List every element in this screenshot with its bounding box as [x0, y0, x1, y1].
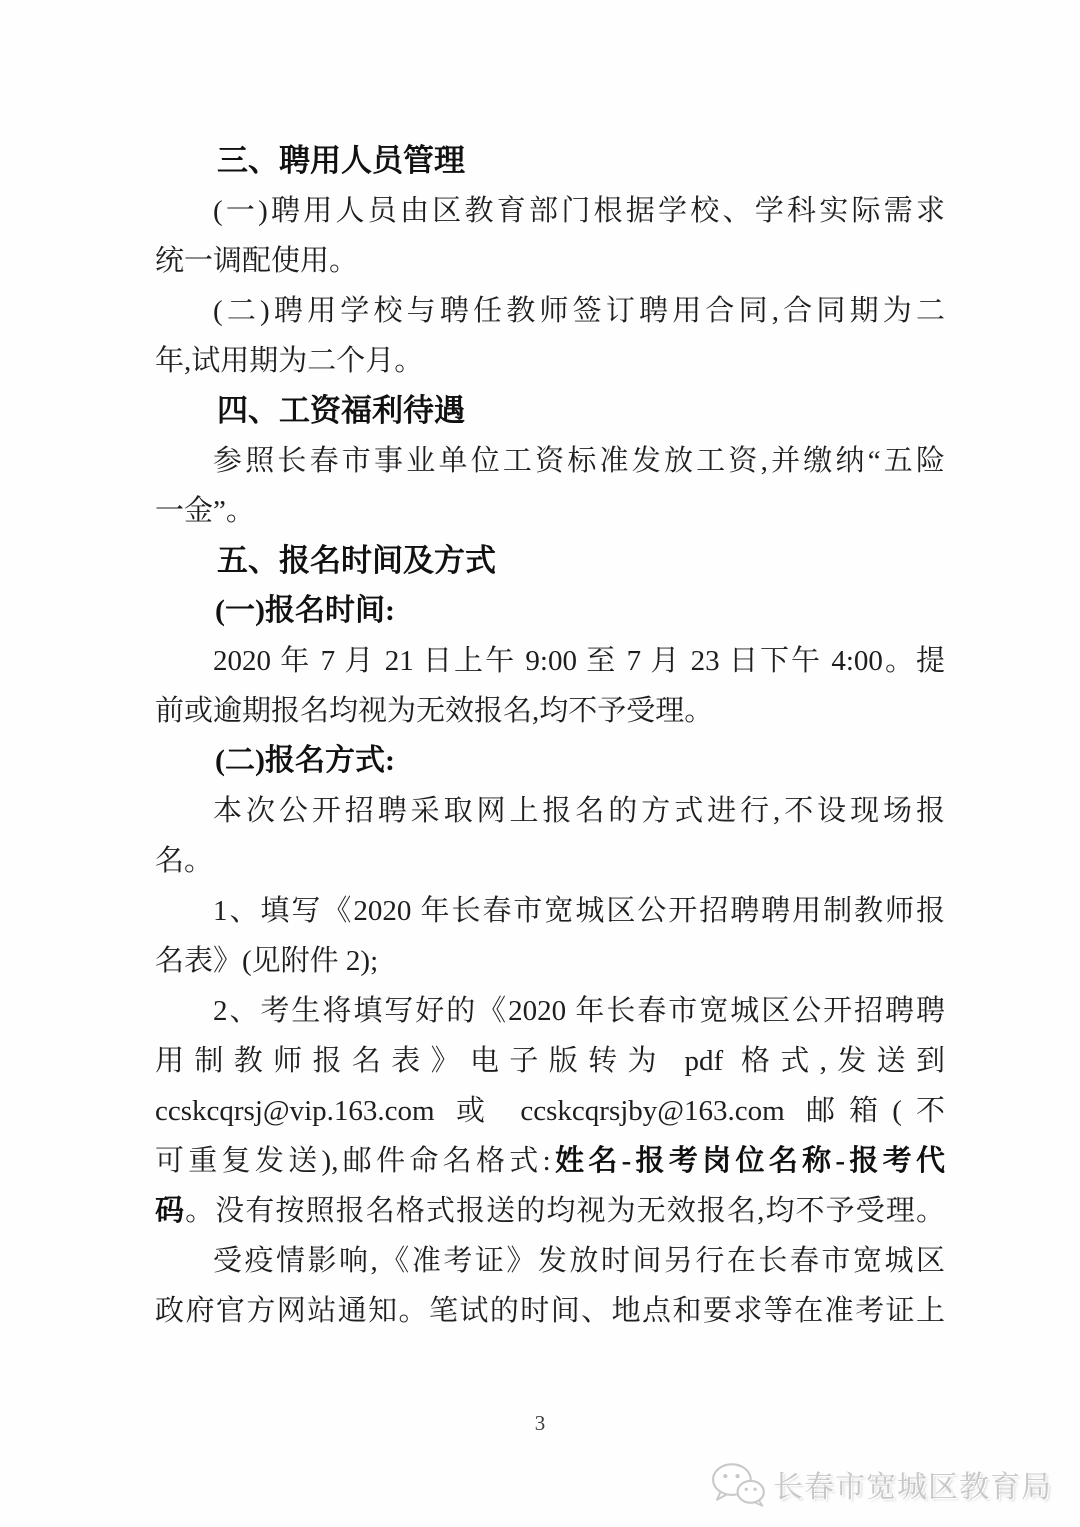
- text-run: 2020 年 7 月 21 日上午 9:00 至 7 月 23 日下午 4:00。提: [213, 645, 945, 677]
- text-line: [155, 1086, 945, 1136]
- text-line: [155, 136, 945, 186]
- page-number: 3: [534, 1411, 546, 1435]
- para-step-1: [155, 886, 945, 986]
- text-run: 可重复发送),邮件命名格式:: [155, 1145, 551, 1177]
- text-line: [155, 986, 945, 1036]
- text-line: [155, 586, 945, 636]
- text-line: [155, 336, 945, 386]
- heading-signup-time: [155, 586, 945, 636]
- text-run: (一)聘用人员由区教育部门根据学校、学科实际需求: [213, 195, 945, 227]
- text-line: [155, 886, 945, 936]
- text-run: 用制教师报名表》电子版转为 pdf 格式,发送到: [155, 1045, 945, 1077]
- text-line: [155, 736, 945, 786]
- text-run: 政府官方网站通知。笔试的时间、地点和要求等在准考证上: [155, 1295, 945, 1327]
- text-line: [155, 1036, 945, 1086]
- text-run: 名。: [155, 845, 214, 877]
- text-line: [155, 686, 945, 736]
- para-salary: [155, 436, 945, 536]
- text-line: [155, 1186, 945, 1236]
- text-run: 三、聘用人员管理: [217, 143, 465, 178]
- text-line: [155, 536, 945, 586]
- para-step-2: [155, 986, 945, 1236]
- text-run: 名表》(见附件 2);: [155, 945, 379, 977]
- text-line: [155, 836, 945, 886]
- text-line: [155, 236, 945, 286]
- text-line: [155, 436, 945, 486]
- text-line: [155, 286, 945, 336]
- wechat-watermark: [710, 1461, 1052, 1507]
- text-line: [155, 1236, 945, 1286]
- heading-section-four: [155, 386, 945, 436]
- text-run: 本次公开招聘采取网上报名的方式进行,不设现场报: [213, 795, 945, 827]
- text-run: 一金”。: [155, 495, 255, 527]
- text-run: 前或逾期报名均视为无效报名,均不予受理。: [155, 695, 714, 727]
- text-line: [155, 786, 945, 836]
- text-run: 统一调配使用。: [155, 245, 359, 277]
- heading-signup-method: [155, 736, 945, 786]
- text-line: [155, 486, 945, 536]
- heading-section-five: [155, 536, 945, 586]
- text-line: [155, 1286, 945, 1336]
- watermark-label: 长春市宽城区教育局: [773, 1471, 1052, 1504]
- text-run: ccskcqrsj@vip.163.com 或 ccskcqrsjby@163.com 邮箱(不: [155, 1095, 945, 1127]
- text-run: 受疫情影响,《准考证》发放时间另行在长春市宽城区: [213, 1245, 945, 1277]
- document-body: [155, 136, 945, 1336]
- text-run: 1、填写《2020 年长春市宽城区公开招聘聘用制教师报: [213, 895, 945, 927]
- para-contract-terms: [155, 286, 945, 386]
- text-line: [155, 1136, 945, 1186]
- text-run: (二)报名方式:: [215, 744, 395, 777]
- text-line: [155, 186, 945, 236]
- text-run: 2、考生将填写好的《2020 年长春市宽城区公开招聘聘: [213, 995, 945, 1027]
- text-run: (二)聘用学校与聘任教师签订聘用合同,合同期为二: [213, 295, 945, 327]
- text-run: 。没有按照报名格式报送的均视为无效报名,均不予受理。: [185, 1195, 945, 1227]
- text-line: [155, 936, 945, 986]
- text-line: [155, 636, 945, 686]
- para-online-signup: [155, 786, 945, 886]
- para-staffing-allocation: [155, 186, 945, 286]
- text-line: [155, 386, 945, 436]
- para-admission-ticket: [155, 1236, 945, 1336]
- para-signup-time: [155, 636, 945, 736]
- text-run: 参照长春市事业单位工资标准发放工资,并缴纳“五险: [213, 445, 945, 477]
- text-run: 四、工资福利待遇: [217, 393, 465, 428]
- wechat-icon: [710, 1461, 766, 1507]
- bold-text-run: 姓名-报考岗位名称-报考代: [550, 1145, 945, 1177]
- bold-text-run: 码: [155, 1195, 186, 1227]
- text-run: 五、报名时间及方式: [217, 543, 496, 578]
- text-run: (一)报名时间:: [215, 594, 395, 627]
- heading-section-three: [155, 136, 945, 186]
- text-run: 年,试用期为二个月。: [155, 345, 424, 377]
